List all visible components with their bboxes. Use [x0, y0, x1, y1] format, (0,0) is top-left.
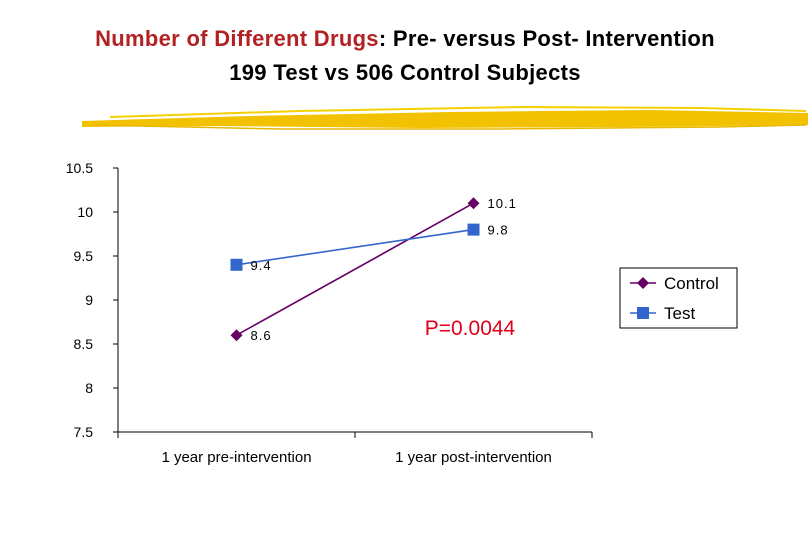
- test-legend-label: Test: [664, 304, 696, 323]
- y-tick-label: 10: [77, 204, 93, 220]
- test-legend-marker: [637, 307, 649, 319]
- control-point: [231, 329, 243, 341]
- control-data-label: 8.6: [250, 328, 272, 344]
- y-tick-label: 8: [85, 380, 93, 396]
- control-series-line: [237, 203, 474, 335]
- yellow-banner: [82, 107, 808, 129]
- chart-title-line-2: 199 Test vs 506 Control Subjects: [229, 60, 581, 85]
- y-tick-label: 7.5: [73, 424, 93, 440]
- test-series-line: [237, 230, 474, 265]
- p-value-label: P=0.0044: [424, 317, 516, 340]
- control-point: [468, 197, 480, 209]
- y-tick-label: 10.5: [65, 160, 93, 176]
- test-data-label: 9.4: [250, 257, 272, 273]
- y-tick-label: 9: [85, 292, 93, 308]
- x-category-label: 1 year post-intervention: [395, 449, 552, 466]
- y-tick-label: 9.5: [73, 248, 93, 264]
- legend: [620, 268, 737, 328]
- title-rest: : Pre- versus Post- Intervention: [378, 26, 715, 51]
- test-data-label: 9.8: [487, 222, 509, 238]
- title-highlight: Number of Different Drugs: [95, 26, 379, 51]
- x-category-label: 1 year pre-intervention: [161, 449, 312, 466]
- control-data-label: 10.1: [487, 196, 517, 212]
- test-point: [231, 259, 243, 271]
- y-tick-label: 8.5: [73, 336, 93, 352]
- test-point: [468, 224, 480, 236]
- control-legend-label: Control: [664, 274, 719, 293]
